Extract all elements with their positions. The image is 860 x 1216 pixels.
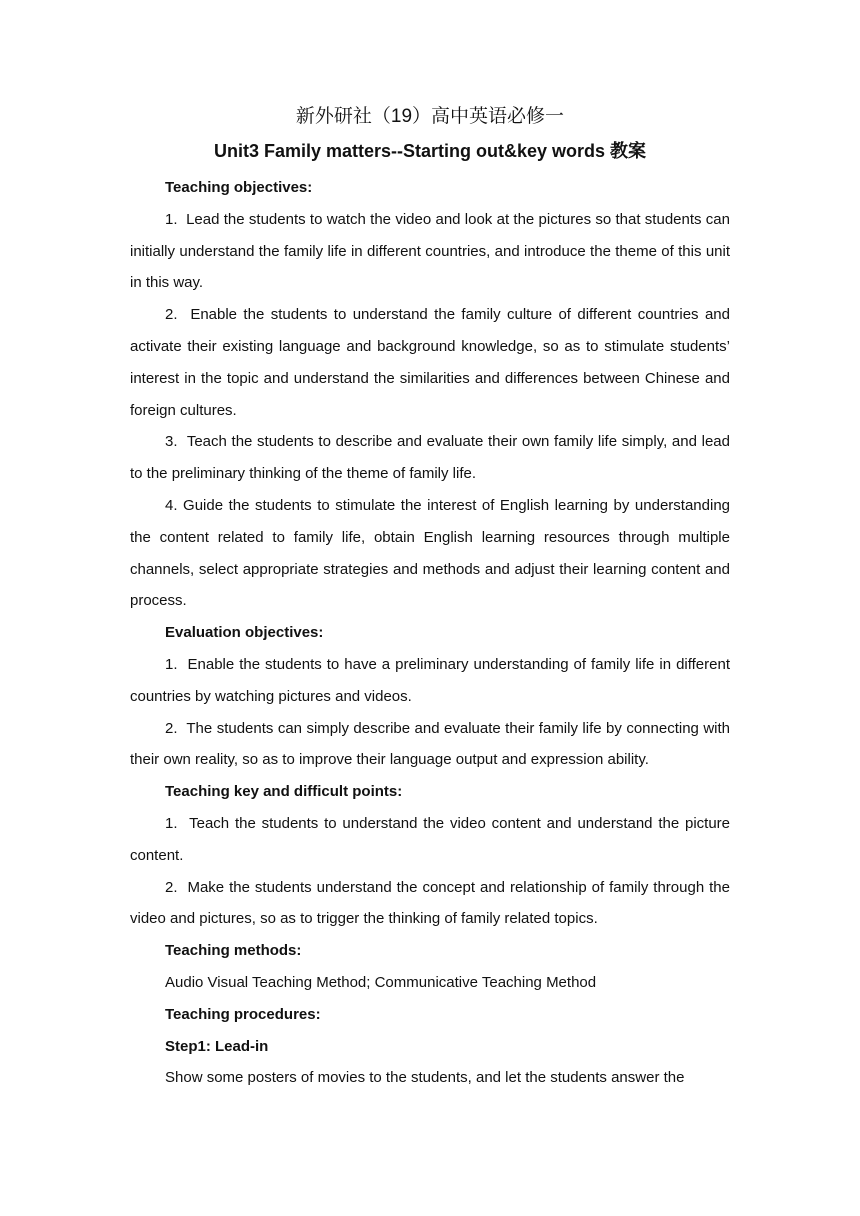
teaching-procedures-heading: Teaching procedures: [165, 1005, 321, 1023]
document-subtitle: Unit3 Family matters--Starting out&key words 教案 [213, 141, 647, 161]
evaluation-objectives-heading: Evaluation objectives: [165, 624, 324, 642]
evaluation-objective-1: 1. Enable the students to have a preliminary understanding of family life in different countries by watching pictures and videos. [130, 655, 730, 705]
teaching-methods-heading: Teaching methods: [165, 942, 302, 960]
document-title: 新外研社（19）高中英语必修一 [295, 106, 565, 127]
key-points-heading: Teaching key and difficult points: [165, 783, 403, 801]
key-point-2: 2. Make the students understand the concept and relationship of family through the video and pictures, so as to trigger the thinking of family related topics. [130, 878, 730, 928]
teaching-objectives-heading: Teaching objectives: [165, 179, 313, 196]
step1-heading: Step1: Lead-in [165, 1037, 269, 1055]
teaching-objective-4: 4. Guide the students to stimulate the interest of English learning by understanding the content related to family life, obtain English learning resources through multiple channels, select appropriate strategies and methods and adjust their learning content and process. [130, 496, 730, 610]
teaching-objective-2: 2. Enable the students to understand the family culture of different countries and activate their existing language and background knowledge, so as to stimulate students’ interest in the topic and understand the similarities and differences between Chinese and foreign cultures. [130, 306, 730, 419]
teaching-methods-text: Audio Visual Teaching Method; Communicative Teaching Method [165, 973, 597, 991]
teaching-objective-3: 3. Teach the students to describe and evaluate their own family life simply, and lead to the preliminary thinking of the theme of family life. [130, 433, 730, 483]
step1-text: Show some posters of movies to the students, and let the students answer the [165, 1069, 685, 1087]
teaching-objective-1: 1. Lead the students to watch the video and look at the pictures so that students can initially understand the family life in different countries, and introduce the theme of this unit in this way. [130, 210, 730, 292]
document-page [130, 100, 730, 1094]
key-point-1: 1. Teach the students to understand the video content and understand the picture content. [130, 814, 730, 864]
evaluation-objective-2: 2. The students can simply describe and evaluate their family life by connecting with their own reality, so as to improve their language output and expression ability. [130, 719, 730, 769]
